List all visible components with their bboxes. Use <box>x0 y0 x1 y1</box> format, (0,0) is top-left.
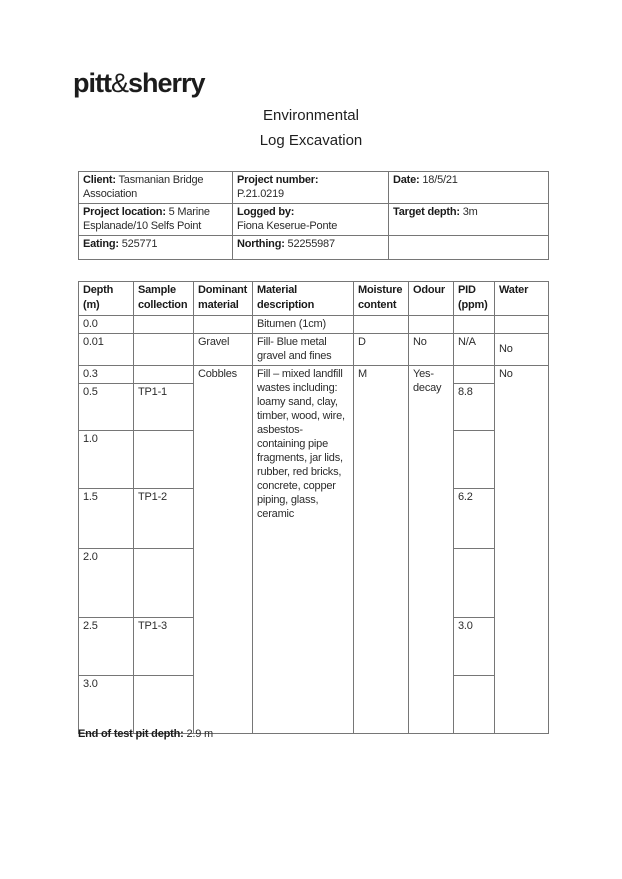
project-location-value: 5 Marine Esplanade/10 Selfs Point <box>83 206 210 232</box>
project-number-label: Project number: <box>237 174 319 186</box>
end-depth-value: 2.9 m <box>186 728 213 740</box>
easting-label: Eating: <box>83 238 119 250</box>
depth-cell: 0.5 <box>79 384 134 431</box>
info-row-1 <box>79 172 549 204</box>
project-location-label: Project location: <box>83 206 166 218</box>
sample-cell <box>134 676 194 734</box>
header-pid: PID (ppm) <box>454 282 495 316</box>
sample-cell: TP1-1 <box>134 384 194 431</box>
sample-cell: TP1-3 <box>134 618 194 676</box>
date-value: 18/5/21 <box>422 174 458 186</box>
material-description-cell: Bitumen (1cm) <box>253 316 354 334</box>
moisture-cell: M <box>354 366 409 734</box>
odour-cell: No <box>409 334 454 366</box>
sample-cell <box>134 549 194 618</box>
sample-cell <box>134 316 194 334</box>
odour-cell <box>409 316 454 334</box>
log-row-0-0 <box>79 316 549 334</box>
pid-cell <box>454 316 495 334</box>
material-description-cell: Fill- Blue metal gravel and fines <box>253 334 354 366</box>
client-label: Client: <box>83 174 116 186</box>
depth-cell: 1.0 <box>79 431 134 489</box>
material-description-cell: Fill – mixed landfill wastes including: loamy sand, clay, timber, wood, wire, asbestos-containing pipe fragments, jar lids, rubber, red bricks, concrete, copper piping, glass, ceramic <box>253 366 354 734</box>
logged-by-value: Fiona Keserue-Ponte <box>237 220 338 232</box>
moisture-cell <box>354 316 409 334</box>
header-water: Water <box>495 282 549 316</box>
sample-cell <box>134 334 194 366</box>
pid-cell: 8.8 <box>454 384 495 431</box>
pid-cell: 3.0 <box>454 618 495 676</box>
log-row-0-01 <box>79 334 549 366</box>
target-depth-cell <box>389 204 549 236</box>
logged-by-label: Logged by: <box>237 206 295 218</box>
northing-cell <box>233 236 389 260</box>
depth-cell: 2.0 <box>79 549 134 618</box>
easting-cell <box>79 236 233 260</box>
pid-cell: 6.2 <box>454 489 495 549</box>
depth-cell: 2.5 <box>79 618 134 676</box>
project-number-value: P.21.0219 <box>237 188 284 200</box>
depth-cell: 3.0 <box>79 676 134 734</box>
depth-cell: 0.3 <box>79 366 134 384</box>
title-line-2: Log Excavation <box>259 132 363 149</box>
pid-cell: N/A <box>454 334 495 366</box>
dominant-material-cell: Cobbles <box>194 366 253 734</box>
header-material-description: Material description <box>253 282 354 316</box>
dominant-material-cell: Gravel <box>194 334 253 366</box>
odour-cell: Yes-decay <box>409 366 454 734</box>
info-empty-cell <box>389 236 549 260</box>
header-odour: Odour <box>409 282 454 316</box>
excavation-log-table <box>78 281 549 734</box>
logged-by-cell <box>233 204 389 236</box>
pid-cell <box>454 366 495 384</box>
date-cell <box>389 172 549 204</box>
info-row-2 <box>79 204 549 236</box>
project-info-table <box>78 171 549 260</box>
water-cell: No <box>495 366 549 734</box>
pid-cell <box>454 431 495 489</box>
water-cell <box>495 316 549 334</box>
company-logo <box>73 66 205 100</box>
header-depth: Depth (m) <box>79 282 134 316</box>
date-label: Date: <box>393 174 420 186</box>
sample-cell: TP1-2 <box>134 489 194 549</box>
depth-cell: 0.01 <box>79 334 134 366</box>
sample-cell <box>134 431 194 489</box>
client-cell <box>79 172 233 204</box>
end-depth-note <box>78 727 213 741</box>
water-cell: No <box>495 334 549 366</box>
moisture-cell: D <box>354 334 409 366</box>
logo-part1: pitt <box>73 68 111 98</box>
header-dominant-material: Dominant material <box>194 282 253 316</box>
document-title <box>0 103 622 153</box>
easting-value: 525771 <box>121 238 158 250</box>
client-value: Tasmanian Bridge Association <box>83 174 204 200</box>
target-depth-label: Target depth: <box>393 206 460 218</box>
header-sample-collection: Sample collection <box>134 282 194 316</box>
northing-value: 52255987 <box>287 238 335 250</box>
log-row-0-3 <box>79 366 549 384</box>
logo-ampersand: & <box>110 68 128 98</box>
project-location-cell <box>79 204 233 236</box>
pid-cell <box>454 549 495 618</box>
end-depth-label: End of test pit depth: <box>78 728 184 740</box>
pid-cell <box>454 676 495 734</box>
log-header-row <box>79 282 549 316</box>
logo-part2: sherry <box>128 68 205 98</box>
sample-cell <box>134 366 194 384</box>
depth-cell: 0.0 <box>79 316 134 334</box>
header-moisture-content: Moisture content <box>354 282 409 316</box>
info-row-3 <box>79 236 549 260</box>
depth-cell: 1.5 <box>79 489 134 549</box>
target-depth-value: 3m <box>462 206 478 218</box>
title-line-1: Environmental <box>263 107 359 124</box>
northing-label: Northing: <box>237 238 285 250</box>
project-number-cell <box>233 172 389 204</box>
dominant-material-cell <box>194 316 253 334</box>
